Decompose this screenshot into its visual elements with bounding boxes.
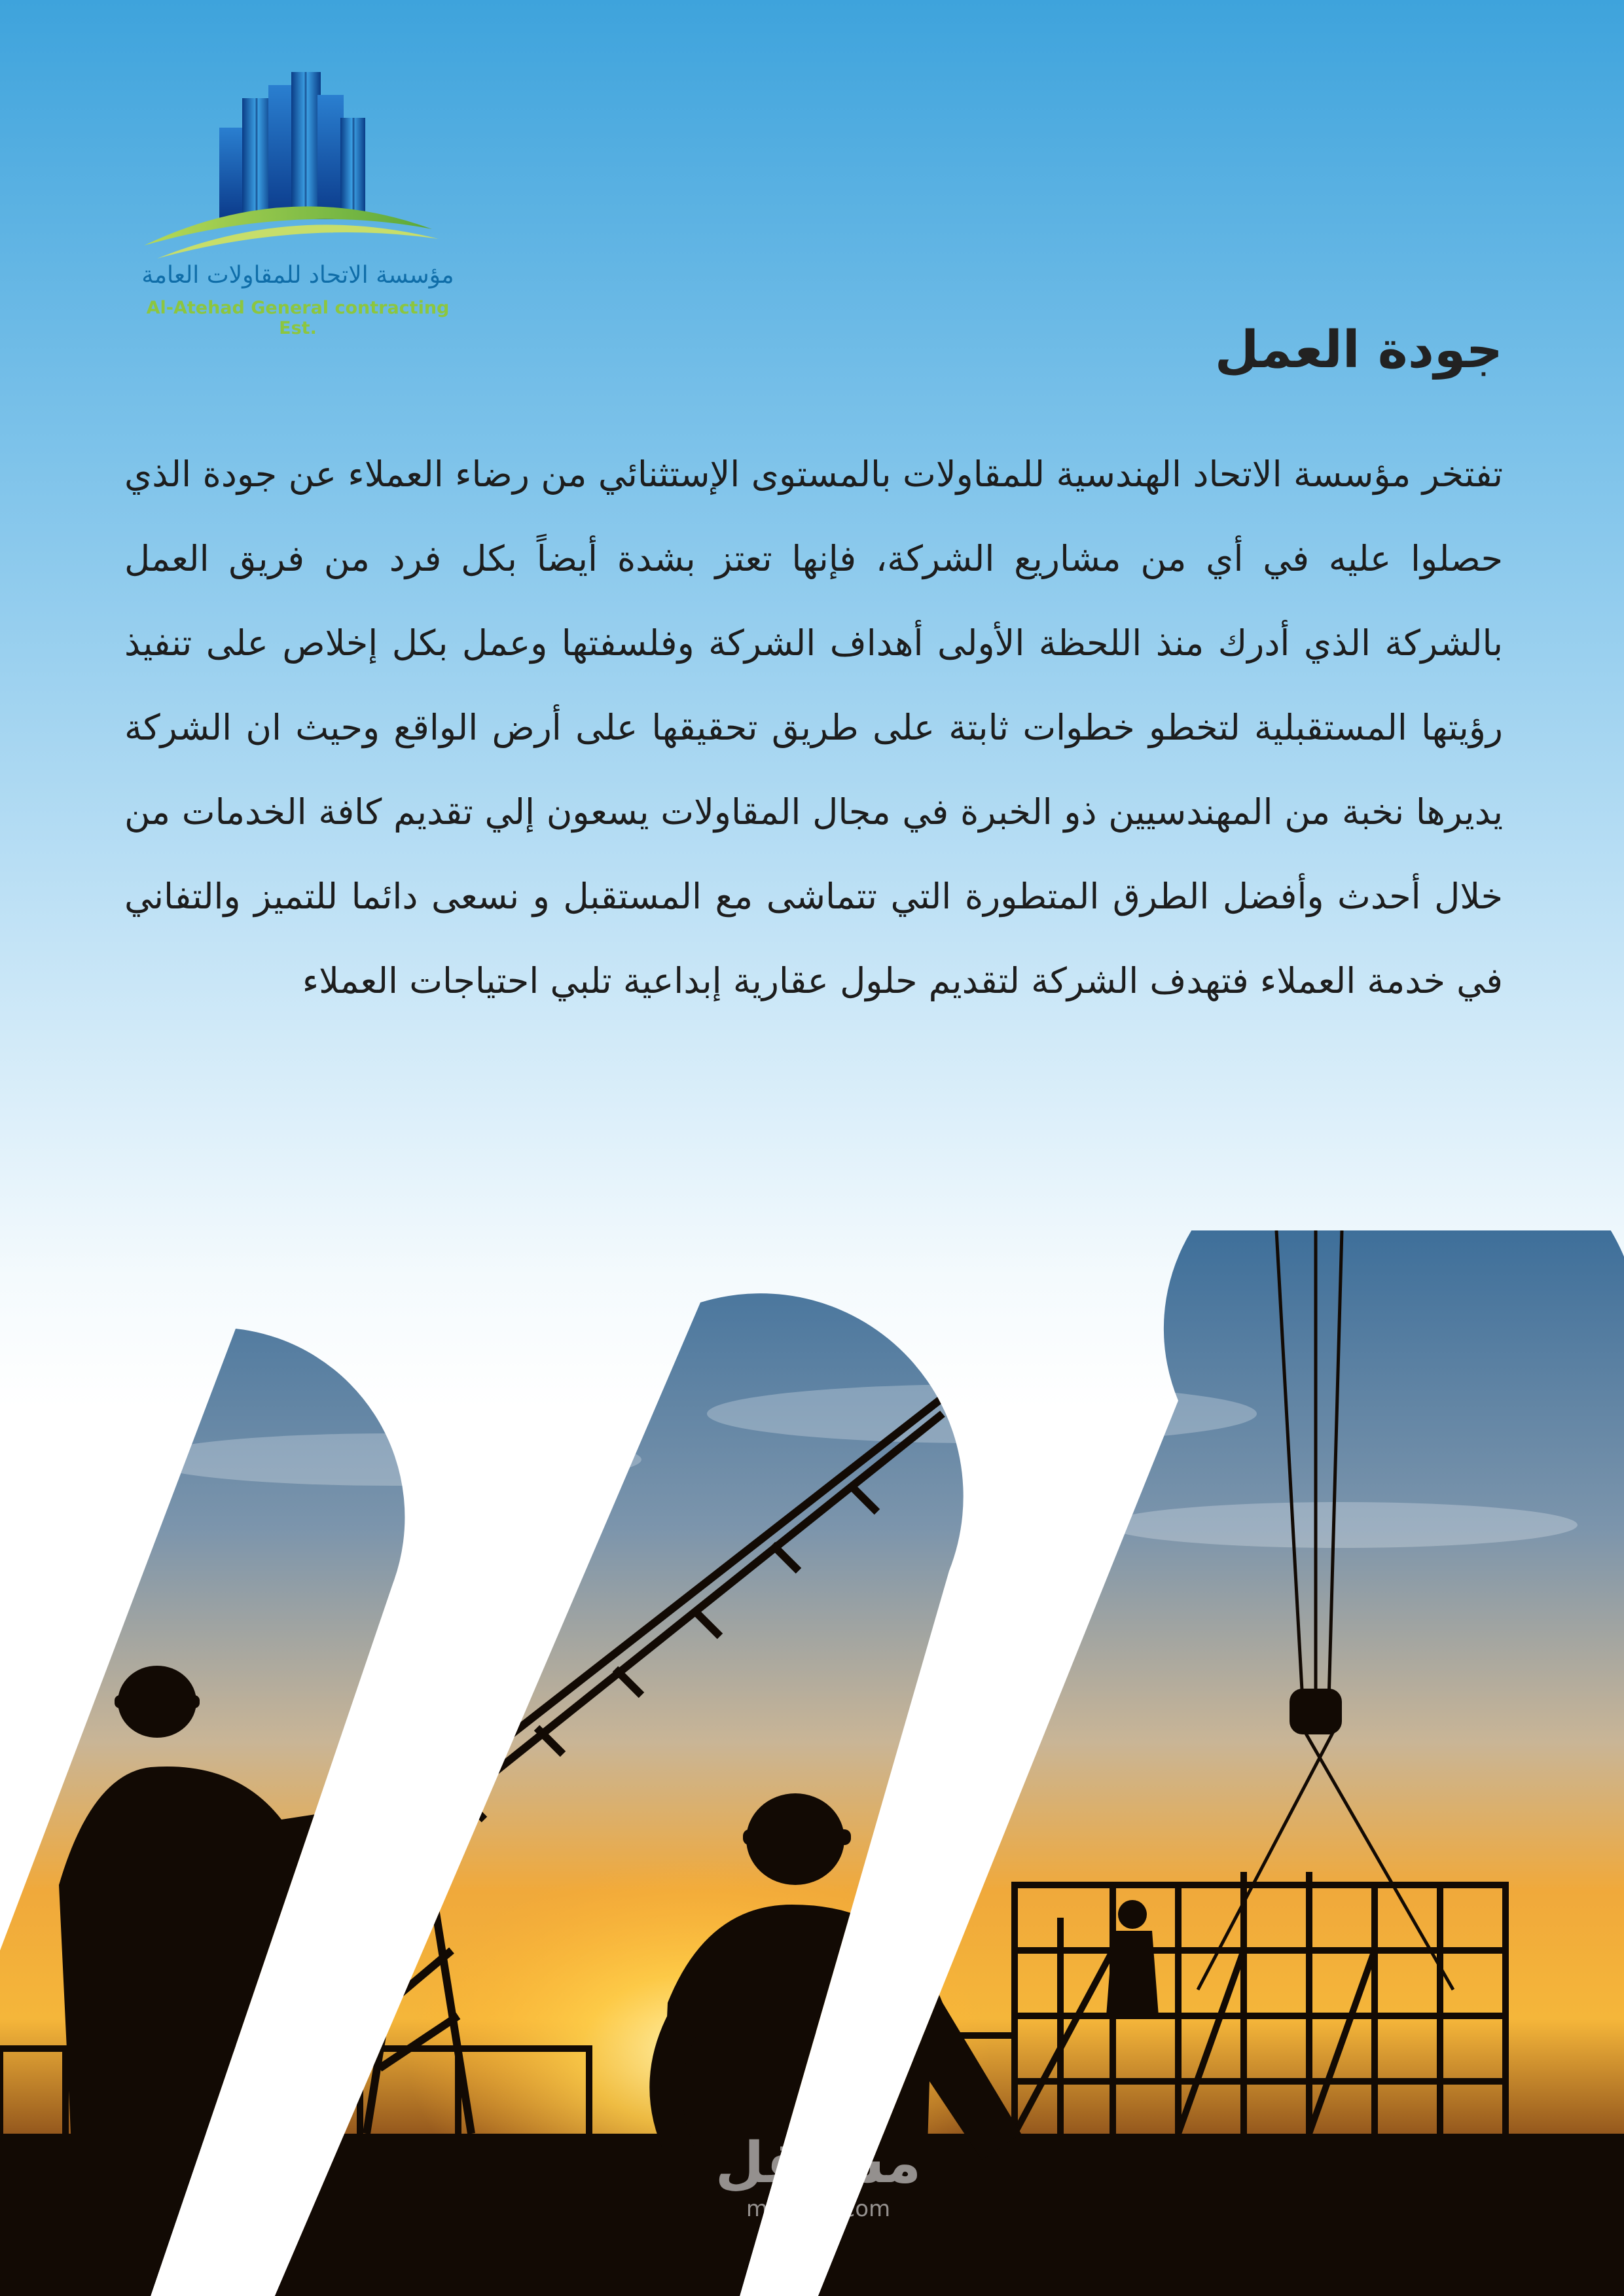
- watermark: [707, 2130, 929, 2222]
- logo-name-english: Al-Atehad General contracting Est.: [146, 298, 450, 338]
- watermark-url: mostaql.com: [746, 2196, 891, 2222]
- logo-name-arabic: مؤسسة الاتحاد للمقاولات العامة: [141, 262, 454, 289]
- body-paragraph: تفتخر مؤسسة الاتحاد الهندسية للمقاولات بالمستوى الإستثنائي من رضاء العملاء عن جودة الذي حصلوا عليه في أي من مشاريع الشركة، فإنها تعتز بشدة أيضاً بكل فرد من فريق العمل بالشركة الذي أدرك منذ اللحظة الأولى أهداف الشركة وفلسفتها وعمل بكل إخلاص على تنفيذ رؤيتها المستقبلية لتخطو خطوات ثابتة على طريق تحقيقها على أرض الواقع وحيث ان الشركة يديرها نخبة من المهندسيين ذو الخبرة في مجال المقاولات يسعون إلي تقديم كافة الخدمات من خلال أحدث وأفضل الطرق المتطورة التي تتماشى مع المستقبل و نسعى دائما للتميز والتفاني في خدمة العملاء فتهدف الشركة لتقديم حلول عقارية إبداعية تلبي احتياجات العملاء: [124, 454, 1503, 1001]
- buildings-logo-icon: [131, 72, 465, 262]
- company-logo: [131, 72, 465, 338]
- watermark-arabic: مستقل: [715, 2130, 922, 2196]
- page-heading: جودة العمل: [1214, 321, 1503, 380]
